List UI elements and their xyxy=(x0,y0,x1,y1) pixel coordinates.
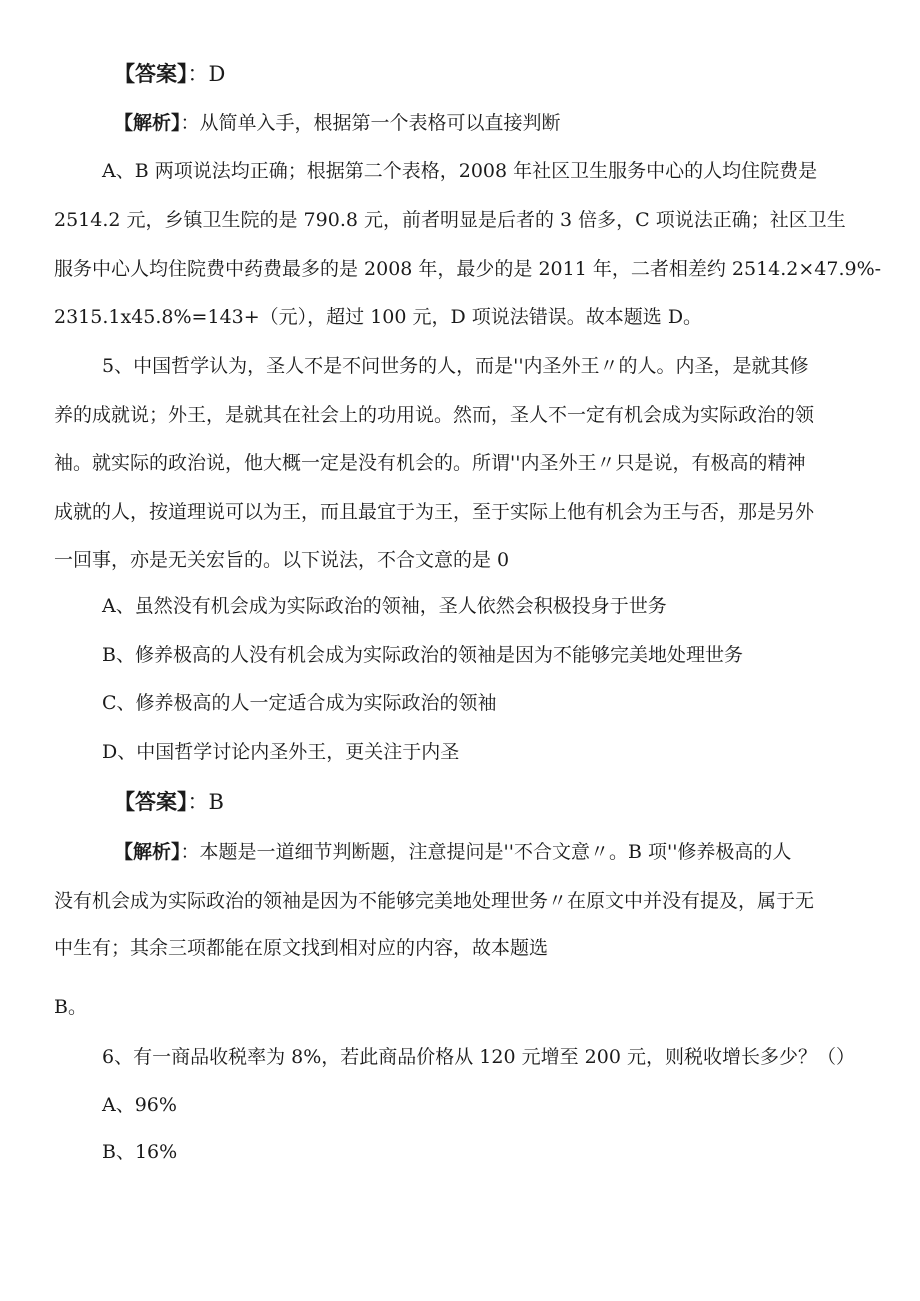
analysis-line xyxy=(114,838,791,866)
answer-label: 【答案】 xyxy=(114,62,188,86)
answer-line xyxy=(114,788,224,816)
option-c: C、修养极高的人一定适合成为实际政治的领袖 xyxy=(102,692,497,714)
option-b: B、修养极高的人没有机会成为实际政治的领袖是因为不能够完美地处理世务 xyxy=(102,644,743,666)
option-a: A、96% xyxy=(102,1094,177,1116)
analysis-paragraph: 服务中心人均住院费中药费最多的是 2008 年，最少的是 2011 年，二者相差约 2514.2×47.9%- xyxy=(54,258,882,280)
question-stem: 养的成就说；外王，是就其在社会上的功用说。然而，圣人不一定有机会成为实际政治的领 xyxy=(54,404,815,426)
question-stem: 袖。就实际的政治说，他大概一定是没有机会的。所谓''内圣外王〃只是说，有极高的精神 xyxy=(54,452,806,474)
analysis-label: 【解析】 xyxy=(114,112,181,134)
answer-value: ：B xyxy=(187,790,224,814)
question-stem: 一回事，亦是无关宏旨的。以下说法，不合文意的是 0 xyxy=(54,549,510,571)
analysis-paragraph: 2315.1x45.8%=143+（元），超过 100 元，D 项说法错误。故本题选 D。 xyxy=(54,306,703,328)
answer-value: ：D xyxy=(187,62,226,86)
answer-label: 【答案】 xyxy=(114,790,188,814)
option-d: D、中国哲学讨论内圣外王，更关注于内圣 xyxy=(102,741,460,763)
analysis-line xyxy=(114,109,561,137)
analysis-paragraph: 没有机会成为实际政治的领袖是因为不能够完美地处理世务〃在原文中并没有提及，属于无 xyxy=(54,890,815,912)
analysis-text: ：本题是一道细节判断题，注意提问是''不合文意〃。B 项''修养极高的人 xyxy=(180,841,792,863)
analysis-paragraph: 中生有；其余三项都能在原文找到相对应的内容，故本题选 xyxy=(54,937,549,959)
question-stem: 5、中国哲学认为，圣人不是不问世务的人，而是''内圣外王〃的人。内圣，是就其修 xyxy=(102,355,809,377)
question-stem: 成就的人，按道理说可以为王，而且最宜于为王，至于实际上他有机会为王与否，那是另外 xyxy=(54,501,815,523)
analysis-text: ：从简单入手，根据第一个表格可以直接判断 xyxy=(180,112,561,134)
analysis-label: 【解析】 xyxy=(114,841,181,863)
option-a: A、虽然没有机会成为实际政治的领袖，圣人依然会积极投身于世务 xyxy=(102,595,667,617)
answer-line xyxy=(114,60,225,88)
question-stem: 6、有一商品收税率为 8%，若此商品价格从 120 元增至 200 元，则税收增长多少？（） xyxy=(102,1046,855,1068)
option-b: B、16% xyxy=(102,1141,178,1163)
analysis-paragraph: B。 xyxy=(54,996,87,1018)
analysis-paragraph: 2514.2 元，乡镇卫生院的是 790.8 元，前者明显是后者的 3 倍多，C 项说法正确；社区卫生 xyxy=(54,209,846,231)
analysis-paragraph: A、B 两项说法均正确；根据第二个表格，2008 年社区卫生服务中心的人均住院费是 xyxy=(102,160,818,182)
